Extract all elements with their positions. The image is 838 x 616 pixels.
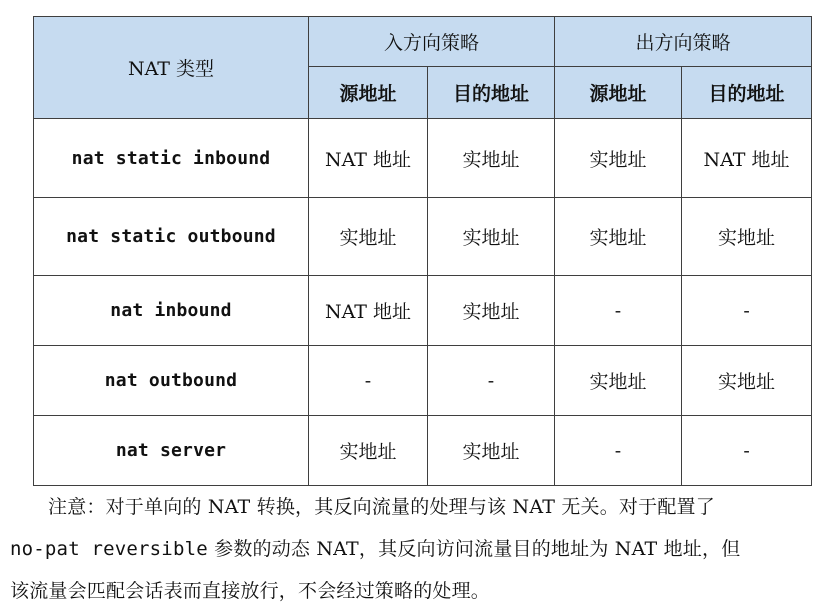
inbound-src-cell: 实地址: [309, 198, 428, 276]
table-row: [34, 346, 812, 416]
nat-type-cell: nat outbound: [34, 346, 309, 416]
inbound-src-cell: NAT 地址: [309, 276, 428, 346]
inbound-dst-cell: -: [428, 346, 555, 416]
table-row: [34, 276, 812, 346]
inbound-dst-cell: 实地址: [428, 119, 555, 198]
outbound-dst-cell: -: [682, 276, 812, 346]
outbound-dst-cell: 实地址: [682, 198, 812, 276]
nat-type-cell: nat static inbound: [34, 119, 309, 198]
inbound-src-cell: 实地址: [309, 416, 428, 486]
note-code-keyword: no-pat reversible: [10, 538, 208, 560]
inbound-dst-cell: 实地址: [428, 276, 555, 346]
table-row: [34, 198, 812, 276]
inbound-src-cell: NAT 地址: [309, 119, 428, 198]
policy-table-container: [33, 16, 811, 486]
table-row: [34, 119, 812, 198]
header-outbound-dst: 目的地址: [682, 67, 812, 119]
outbound-src-cell: 实地址: [555, 198, 682, 276]
header-inbound-policy: 入方向策略: [309, 17, 555, 67]
note-line-1: 注意：对于单向的 NAT 转换，其反向流量的处理与该 NAT 无关。对于配置了: [48, 496, 715, 518]
outbound-src-cell: -: [555, 276, 682, 346]
nat-type-cell: nat server: [34, 416, 309, 486]
note-line-3: 该流量会匹配会话表而直接放行，不会经过策略的处理。: [10, 580, 491, 602]
header-inbound-src: 源地址: [309, 67, 428, 119]
note-paragraph: [10, 486, 832, 612]
note-line-2: [10, 528, 832, 570]
outbound-dst-cell: NAT 地址: [682, 119, 812, 198]
header-outbound-src: 源地址: [555, 67, 682, 119]
outbound-src-cell: 实地址: [555, 346, 682, 416]
header-outbound-policy: 出方向策略: [555, 17, 812, 67]
header-inbound-dst: 目的地址: [428, 67, 555, 119]
header-nat-type: NAT 类型: [34, 17, 309, 119]
header-row-groups: [34, 17, 812, 67]
inbound-dst-cell: 实地址: [428, 198, 555, 276]
table-header: [34, 17, 812, 119]
nat-type-cell: nat inbound: [34, 276, 309, 346]
inbound-src-cell: -: [309, 346, 428, 416]
outbound-src-cell: -: [555, 416, 682, 486]
table-body: [34, 119, 812, 486]
table-row: [34, 416, 812, 486]
inbound-dst-cell: 实地址: [428, 416, 555, 486]
outbound-dst-cell: 实地址: [682, 346, 812, 416]
outbound-dst-cell: -: [682, 416, 812, 486]
outbound-src-cell: 实地址: [555, 119, 682, 198]
nat-type-cell: nat static outbound: [34, 198, 309, 276]
nat-policy-table: [33, 16, 812, 486]
note-line-2-text: 参数的动态 NAT，其反向访问流量目的地址为 NAT 地址，但: [207, 538, 741, 560]
